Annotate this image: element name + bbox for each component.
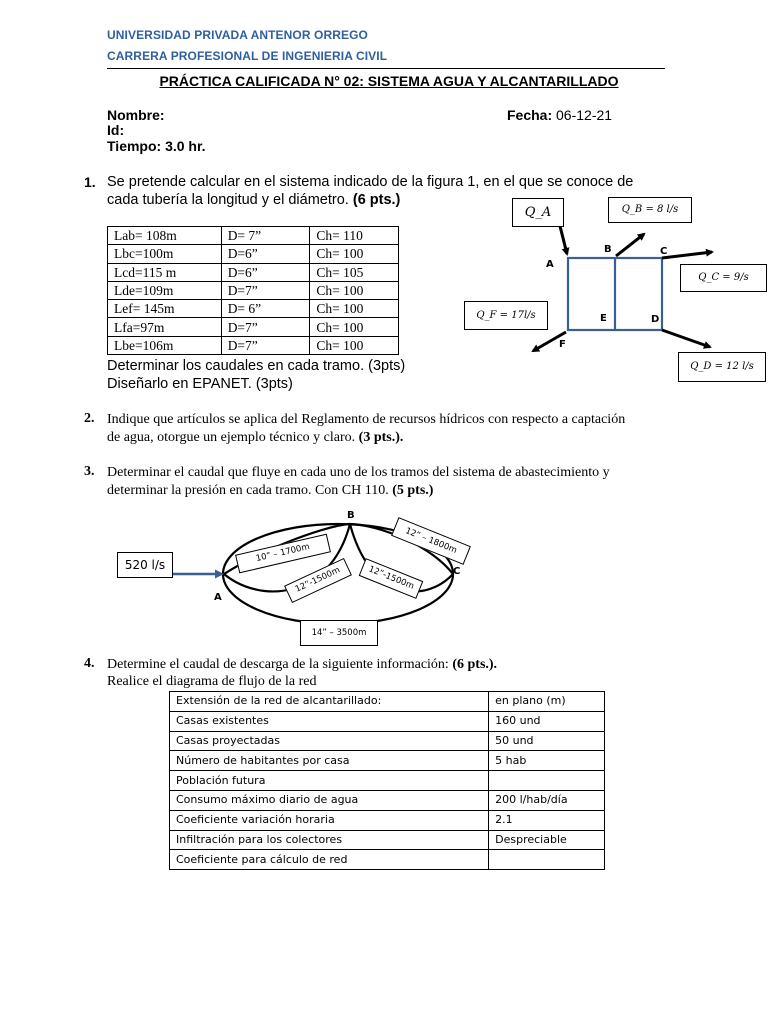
arrow-qc — [662, 252, 712, 258]
table-cell: Casas proyectadas — [170, 731, 489, 751]
q1-number: 1. — [84, 174, 96, 190]
table-cell: Extensión de la red de alcantarillado: — [170, 692, 489, 712]
table-row — [108, 336, 399, 354]
table-cell: Número de habitantes por casa — [170, 751, 489, 771]
table-cell: 200 l/hab/día — [489, 790, 605, 810]
inflow-box: 520 l/s — [117, 552, 173, 578]
table-cell: Coeficiente para cálculo de red — [170, 850, 489, 870]
qa-box: Q_A — [512, 198, 564, 227]
page-title: PRÁCTICA CALIFICADA N° 02: SISTEMA AGUA Y ALCANTARILLADO — [159, 73, 619, 89]
table-cell: Despreciable — [489, 830, 605, 850]
qb-box: Q_B = 8 l/s — [608, 197, 692, 223]
table-cell: Ch= 100 — [310, 318, 399, 336]
table-cell: Lbc=100m — [108, 245, 222, 263]
table-cell: D= 6” — [221, 300, 310, 318]
date-field — [507, 107, 612, 123]
table-cell: Lef= 145m — [108, 300, 222, 318]
q2-line2 — [107, 429, 403, 447]
q1-task1: Determinar los caudales en cada tramo. (3pts) — [107, 358, 406, 374]
node-d-label: D — [651, 314, 660, 325]
table-row — [108, 281, 399, 299]
table-cell: Ch= 105 — [310, 263, 399, 281]
table-cell: Lcd=115 m — [108, 263, 222, 281]
table-row — [170, 692, 605, 712]
q4-points: (6 pts.). — [452, 657, 498, 672]
table-cell: Lfa=97m — [108, 318, 222, 336]
qf-box: Q_F = 17l/s — [464, 301, 548, 330]
arrow-qb — [616, 234, 644, 256]
table-cell: Coeficiente variación horaria — [170, 810, 489, 830]
table-cell: Infiltración para los colectores — [170, 830, 489, 850]
university-name: UNIVERSIDAD PRIVADA ANTENOR ORREGO — [107, 28, 368, 42]
table-row — [170, 810, 605, 830]
table-cell — [489, 850, 605, 870]
node-b-label: B — [604, 244, 612, 255]
q3-line2 — [107, 482, 433, 500]
pipe-label-3: 12”-1500m — [359, 558, 424, 599]
table-cell: D=6” — [221, 245, 310, 263]
q1-line2-text: cada tubería la longitud y el diámetro. — [107, 192, 349, 208]
date-label: Fecha: — [507, 107, 553, 123]
name-label: Nombre: — [107, 107, 165, 123]
table-cell: D=7” — [221, 336, 310, 354]
q1-line1: Se pretende calcular en el sistema indicado de la figura 1, en el que se conoce de — [107, 174, 634, 190]
q1-task2: Diseñarlo en EPANET. (3pts) — [107, 376, 293, 392]
table-cell: 50 und — [489, 731, 605, 751]
table-cell: D=6” — [221, 263, 310, 281]
table-cell: en plano (m) — [489, 692, 605, 712]
node-f-label: F — [559, 339, 566, 350]
q2-line1: Indique que artículos se aplica del Reglamento de recursos hídricos con respecto a captación — [107, 412, 626, 427]
career-name: CARRERA PROFESIONAL DE INGENIERIA CIVIL — [107, 49, 388, 63]
table-cell: Ch= 110 — [310, 227, 399, 245]
table-row — [170, 790, 605, 810]
table-row — [170, 751, 605, 771]
pipe-label-5: 14” – 3500m — [300, 620, 378, 646]
table-cell: Ch= 100 — [310, 245, 399, 263]
table-cell: Ch= 100 — [310, 336, 399, 354]
qd-box: Q_D = 12 l/s — [678, 352, 766, 382]
q1-pipe-table — [107, 226, 399, 355]
q2-number: 2. — [84, 411, 95, 426]
node-c-label: C — [660, 246, 668, 257]
table-row — [108, 227, 399, 245]
table-row — [170, 830, 605, 850]
arrow-qa — [560, 226, 567, 254]
node-c3-label: C — [453, 566, 461, 577]
table-row — [108, 263, 399, 281]
table-cell: D=7” — [221, 281, 310, 299]
header-rule — [107, 68, 665, 69]
q4-line2: Realice el diagrama de flujo de la red — [107, 674, 317, 689]
time-label: Tiempo: 3.0 hr. — [107, 138, 206, 154]
q4-data-table — [169, 691, 605, 870]
q3-line2-text: determinar la presión en cada tramo. Con CH 110. — [107, 483, 389, 498]
table-cell: 2.1 — [489, 810, 605, 830]
table-cell: Ch= 100 — [310, 300, 399, 318]
node-b3-label: B — [347, 510, 355, 521]
id-label: Id: — [107, 122, 125, 138]
table-row — [170, 731, 605, 751]
table-row — [108, 300, 399, 318]
table-row — [170, 771, 605, 791]
date-value: 06-12-21 — [556, 107, 613, 123]
q1-points: (6 pts.) — [352, 192, 401, 208]
q4-line1-text: Determine el caudal de descarga de la siguiente información: — [107, 657, 449, 672]
q3-number: 3. — [84, 464, 95, 479]
table-cell: Lab= 108m — [108, 227, 222, 245]
table-cell — [489, 771, 605, 791]
table-cell: D= 7” — [221, 227, 310, 245]
q2-line2-text: de agua, otorgue un ejemplo técnico y claro. — [107, 430, 356, 445]
table-cell: 160 und — [489, 711, 605, 731]
arrow-qd — [662, 330, 710, 347]
table-cell: Consumo máximo diario de agua — [170, 790, 489, 810]
table-cell: D=7” — [221, 318, 310, 336]
table-row — [170, 711, 605, 731]
table-row — [108, 318, 399, 336]
table-cell: Ch= 100 — [310, 281, 399, 299]
q1-line2 — [107, 191, 400, 209]
table-cell: Lde=109m — [108, 281, 222, 299]
node-a-label: A — [546, 259, 554, 270]
q3-line1: Determinar el caudal que fluye en cada uno de los tramos del sistema de abastecimiento y — [107, 465, 610, 480]
qc-box: Q_C = 9/s — [680, 264, 767, 292]
node-a3-label: A — [214, 592, 222, 603]
table-cell: 5 hab — [489, 751, 605, 771]
pipe-label-1: 10” – 1700m — [235, 534, 331, 574]
table-row — [108, 245, 399, 263]
q3-points: (5 pts.) — [392, 483, 434, 498]
pipe-label-4: 12” – 1800m — [391, 517, 471, 565]
pipe-label-2: 12”-1500m — [284, 558, 352, 603]
q2-points: (3 pts.). — [358, 430, 404, 445]
table-cell: Casas existentes — [170, 711, 489, 731]
table-cell: Población futura — [170, 771, 489, 791]
table-cell: Lbe=106m — [108, 336, 222, 354]
q4-number: 4. — [84, 656, 95, 671]
table-row — [170, 850, 605, 870]
node-e-label: E — [600, 313, 607, 324]
q4-line1 — [107, 656, 497, 674]
